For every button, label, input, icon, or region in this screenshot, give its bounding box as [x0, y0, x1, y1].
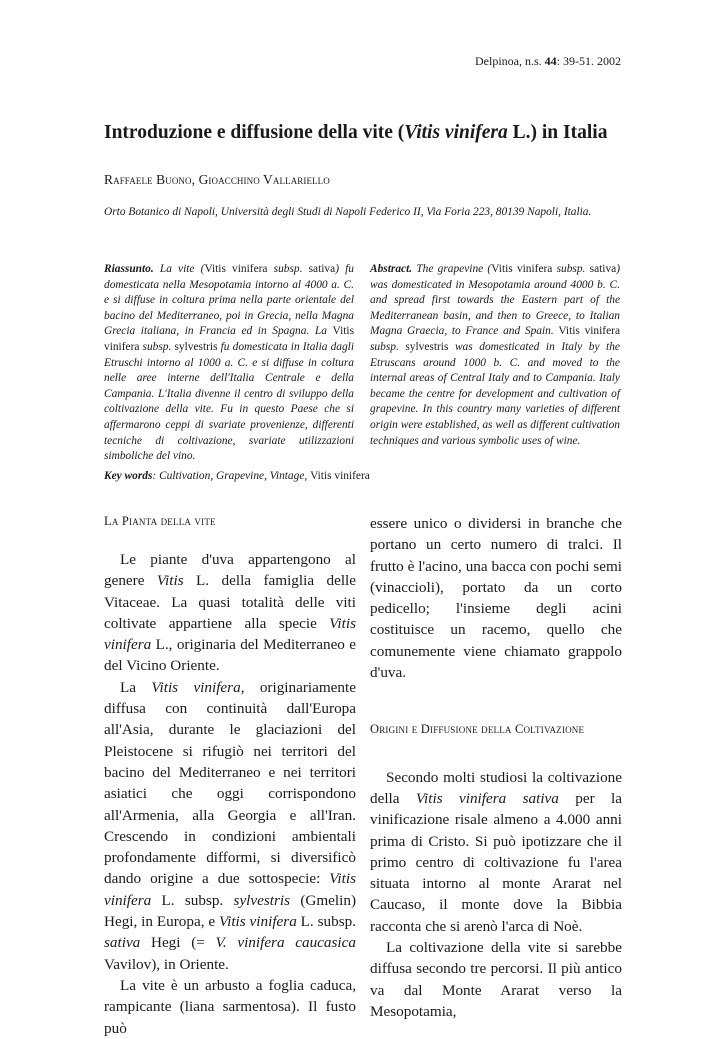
paragraph: La coltivazione della vite si sarebbe diffusa secondo tre percorsi. Il più antico va dal Monte Ararat verso la Mesopotamia, — [370, 939, 622, 1020]
species: Vitis vinifera — [218, 913, 297, 931]
riassunto-text: fu domesticata in Italia dagli Etruschi intorno al 1000 a. C. e si diffuse in coltura nelle aree interne dell'Italia Centrale e della Campania. L'Italia divenne il centro di sviluppo della coltivazione della vite. Fu in questo Paese che si affermarono ceppi di svariate provenienze, differenti tecniche di coltivazione, svariate utilizzazioni simboliche del vino. — [104, 340, 354, 463]
keywords-label: Key words — [104, 470, 153, 482]
paragraph-continued: essere unico o dividersi in branche che portano un certo numero di tralci. Il frutto è l'acino, una bacca con pochi semi (vinaccioli), portato da un corto pedicello; l'insieme degli acini costituisce un racemo, quello che comunemente viene chiamato grappolo d'uva. — [370, 515, 622, 682]
text: Secondo molti studiosi la coltivazione della — [370, 768, 622, 807]
paragraph — [104, 549, 356, 677]
riassunto-label: Riassunto. — [104, 263, 154, 275]
species: sativa — [104, 934, 141, 952]
abstract-text: The grapevine ( — [412, 263, 492, 275]
riassunto — [104, 262, 354, 465]
text: Le piante d'uva appartengono al genere — [104, 551, 356, 590]
text: Vavilov), in Oriente. — [104, 955, 229, 973]
riassunto-species: Vitis vinifera — [104, 325, 354, 353]
text: L., originaria del Mediterraneo e del Vicino Oriente. — [104, 636, 356, 675]
keywords-terms: : Cultivation, Grapevine, Vintage, — [152, 470, 311, 482]
journal-name: Delpinoa, n.s. — [475, 54, 545, 68]
riassunto-species: Vitis vinifera — [204, 263, 268, 275]
riassunto-text: ) fu domesticata nella Mesopotamia intorno al 4000 a. C. e si diffuse in coltura prima nella parte orientale del bacino del Mediterraneo, poi in Grecia, nella Magna Grecia italiana, in Francia ed in Spagna. La — [104, 263, 354, 338]
species: Vitis — [156, 572, 184, 590]
text: L. subsp. — [151, 891, 234, 909]
journal-volume: 44 — [544, 54, 557, 68]
section-heading-pianta: La Pianta della vite — [104, 514, 216, 528]
authors: Raffaele Buono, Gioacchino Vallariello — [104, 172, 330, 187]
text: Hegi (= — [140, 934, 216, 952]
abstract-text: was domesticated in Italy by the Etruscans around 1000 b. C. and moved to the internal areas of Central Italy and to Campania. Italy became the centre for development and cultivation of grapevine. In this country many varieties of different origin were established, as well as different cultivation techniques and various symbolic uses of wine. — [370, 340, 620, 447]
species: sylvestris — [233, 891, 291, 909]
title-species: Vitis vinifera — [404, 122, 508, 143]
riassunto-text: subsp. — [139, 340, 175, 353]
body-column-right — [370, 513, 622, 1022]
keywords-species: Vitis vinifera — [310, 470, 370, 482]
species: Vitis vinifera sativa — [415, 789, 559, 807]
title-part: Introduzione e diffusione della vite ( — [104, 122, 405, 143]
title-part: L.) in Italia — [507, 122, 608, 143]
abstract-text: subsp. — [370, 340, 406, 353]
paragraph — [104, 677, 356, 975]
text: (Gmelin) Hegi, in Europa, e — [104, 891, 356, 931]
abstract-species: Vitis vinifera — [558, 325, 620, 338]
text: per la vinificazione risale almeno a 4.000 anni prima di Cristo. Si può ipotizzare che il primo centro di coltivazione fu l'area situata intorno al monte Ararat nel Caucaso, il monte dove la Bibbia racconta che si arenò l'arca di Noè. — [370, 789, 622, 935]
riassunto-species: sativa — [308, 263, 336, 275]
species: Vitis vinifera — [151, 678, 241, 696]
journal-header — [475, 54, 621, 69]
species: V. vinifera caucasica — [215, 934, 356, 952]
affiliation: Orto Botanico di Napoli, Università degli Studi di Napoli Federico II, Via Foria 223, 80139 Napoli, Italia. — [104, 206, 592, 218]
text: La — [120, 678, 152, 696]
section-heading-origini: Origini e Diffusione della Coltivazione — [370, 722, 585, 737]
paper-title — [104, 122, 624, 144]
text: L. subsp. — [296, 913, 356, 931]
abstract-label: Abstract. — [370, 263, 413, 275]
riassunto-text: subsp. — [267, 263, 309, 275]
species: Vitis vinifera — [104, 870, 356, 909]
abstract — [370, 262, 620, 449]
riassunto-text: La vite ( — [153, 263, 205, 275]
abstract-text: subsp. — [552, 263, 590, 275]
body-column-left — [104, 549, 356, 1039]
abstract-text: ) was domesticated in Mesopotamia around 4000 b. C. and spread first towards the Eastern part of the Mediterranean basin, and then to Greece, to Italian Magna Graecia, to France and Spain. — [370, 263, 621, 338]
abstract-species: sylvestris — [405, 340, 449, 353]
text: , originariamente diffusa con continuità dall'Europa all'Asia, durante le glaciazioni del Pleistocene si rifugiò nei territori del bacino del Mediterraneo e nei territori asiatici che oggi corrispondono all'Armenia, alla Georgia e all'Iran. Crescendo in condizioni ambientali profondamente difformi, si diversificò dando origine a due sottospecie: — [104, 678, 356, 888]
journal-pages: : 39-51. 2002 — [556, 54, 621, 68]
paragraph — [370, 767, 622, 937]
riassunto-species: sylvestris — [174, 340, 218, 353]
paragraph: La vite è un arbusto a foglia caduca, rampicante (liana sarmentosa). Il fusto può — [104, 976, 356, 1037]
abstract-species: Vitis vinifera — [491, 263, 553, 275]
species: Vitis vinifera — [104, 614, 356, 654]
keywords — [104, 470, 370, 482]
abstract-species: sativa — [589, 263, 617, 275]
text: L. della famiglia delle Vitaceae. La quasi totalità delle viti coltivate appartiene alla specie — [104, 572, 356, 632]
